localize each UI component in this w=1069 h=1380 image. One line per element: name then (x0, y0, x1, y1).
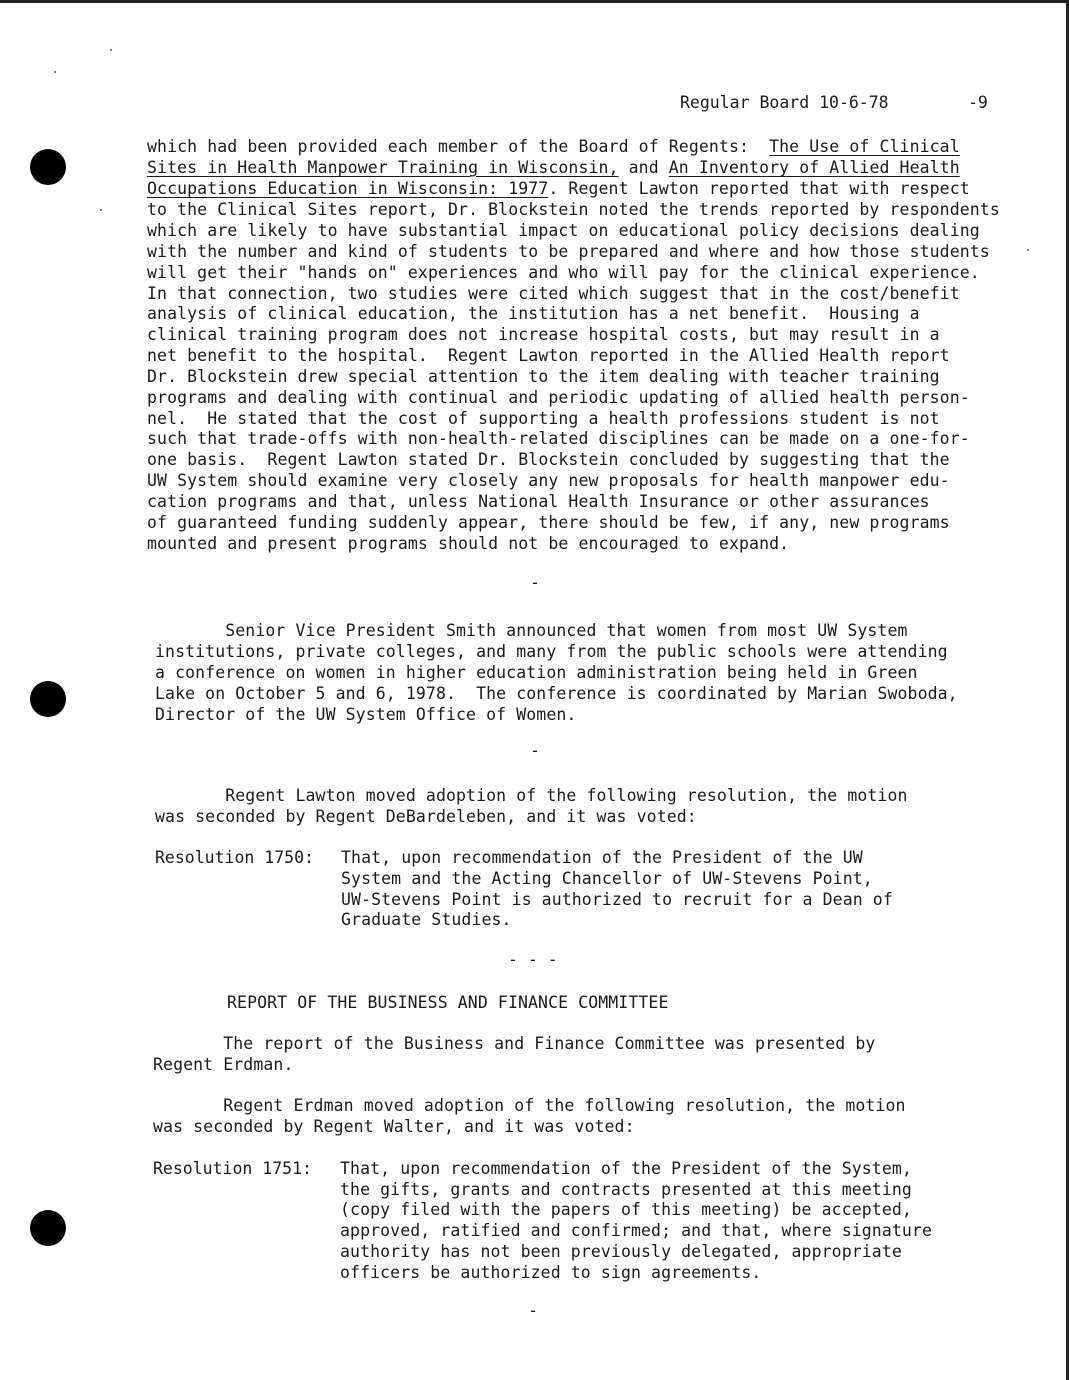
text-line: System and the Acting Chancellor of UW-Stevens Point, (341, 869, 873, 888)
section-separator: - (530, 741, 540, 760)
punch-hole-bottom (30, 1210, 66, 1246)
text-line: officers be authorized to sign agreements. (340, 1263, 762, 1282)
text-line: Graduate Studies. (341, 910, 512, 929)
text-line: to the Clinical Sites report, Dr. Blockstein noted the trends reported by respondents (147, 200, 1000, 219)
resolution-label: Resolution 1750: (155, 848, 314, 867)
section-separator: - - - (508, 950, 558, 969)
text-line: nel. He stated that the cost of supporting a health professions student is not (147, 409, 940, 428)
text-line: the gifts, grants and contracts presented at this meeting (340, 1180, 912, 1199)
text-line: was seconded by Regent Walter, and it was voted: (153, 1117, 635, 1136)
text-line: with the number and kind of students to be prepared and where and how those students (147, 242, 990, 261)
scan-speck (54, 71, 56, 73)
page-number: -9 (968, 93, 988, 112)
section-heading: REPORT OF THE BUSINESS AND FINANCE COMMITTEE (227, 993, 669, 1012)
text-span: and (618, 158, 669, 177)
text-line: cation programs and that, unless National Health Insurance or other assurances (147, 492, 930, 511)
text-line: a conference on women in higher education administration being held in Green (155, 663, 918, 682)
text-line: Regent Erdman moved adoption of the following resolution, the motion (153, 1096, 906, 1115)
text-line: UW-Stevens Point is authorized to recruit for a Dean of (341, 890, 893, 909)
text-line: Regent Erdman. (153, 1055, 294, 1074)
section-separator: - (530, 573, 540, 592)
text-line: which are likely to have substantial impact on educational policy decisions dealing (147, 221, 980, 240)
report-title-underlined: An Inventory of Allied Health (668, 158, 960, 177)
text-line: programs and dealing with continual and periodic updating of allied health person- (147, 388, 970, 407)
text-line: Senior Vice President Smith announced that women from most UW System (155, 621, 908, 640)
text-span: which had been provided each member of the Board of Regents: (147, 137, 770, 156)
text-line: Dr. Blockstein drew special attention to the item dealing with teacher training (147, 367, 940, 386)
text-line: one basis. Regent Lawton stated Dr. Blockstein concluded by suggesting that the (147, 450, 950, 469)
text-line: Lake on October 5 and 6, 1978. The conference is coordinated by Marian Swoboda, (155, 684, 958, 703)
page-header: Regular Board 10-6-78 (680, 93, 889, 112)
punch-hole-middle (30, 681, 66, 717)
text-line: Director of the UW System Office of Women. (155, 705, 577, 724)
scan-speck (110, 49, 112, 51)
text-line: approved, ratified and confirmed; and that, where signature (340, 1221, 932, 1240)
text-line: will get their "hands on" experiences and who will pay for the clinical experience. (147, 263, 980, 282)
text-line: That, upon recommendation of the President of the UW (341, 848, 863, 867)
punch-hole-top (30, 149, 66, 185)
text-line: net benefit to the hospital. Regent Lawton reported in the Allied Health report (147, 346, 950, 365)
text-line: authority has not been previously delegated, appropriate (340, 1242, 902, 1261)
report-title-underlined: Occupations Education in Wisconsin: 1977 (147, 179, 549, 198)
text-line: In that connection, two studies were cited which suggest that in the cost/benefit (147, 284, 960, 303)
scan-speck (1027, 249, 1029, 251)
text-line: mounted and present programs should not be encouraged to expand. (147, 534, 790, 553)
section-separator: - (528, 1301, 538, 1320)
scan-speck (100, 209, 102, 211)
text-line: analysis of clinical education, the institution has a net benefit. Housing a (147, 304, 920, 323)
text-span: . Regent Lawton reported that with respect (548, 179, 970, 198)
text-line: Regent Lawton moved adoption of the following resolution, the motion (155, 786, 908, 805)
text-line: such that trade-offs with non-health-related disciplines can be made on a one-for- (147, 429, 970, 448)
text-line: clinical training program does not increase hospital costs, but may result in a (147, 325, 940, 344)
resolution-label: Resolution 1751: (153, 1159, 312, 1178)
report-title-underlined: Sites in Health Manpower Training in Wisconsin, (147, 158, 619, 177)
text-line (147, 158, 960, 179)
text-line (147, 179, 970, 200)
report-title-underlined: The Use of Clinical (769, 137, 960, 156)
text-line: was seconded by Regent DeBardeleben, and it was voted: (155, 807, 697, 826)
text-line: UW System should examine very closely any new proposals for health manpower edu- (147, 471, 950, 490)
text-line: of guaranteed funding suddenly appear, there should be few, if any, new programs (147, 513, 950, 532)
text-line: The report of the Business and Finance Committee was presented by (153, 1034, 876, 1053)
text-line: institutions, private colleges, and many from the public schools were attending (155, 642, 948, 661)
text-line: That, upon recommendation of the President of the System, (340, 1159, 912, 1178)
text-line: (copy filed with the papers of this meeting) be accepted, (340, 1200, 912, 1219)
text-line (147, 137, 960, 158)
